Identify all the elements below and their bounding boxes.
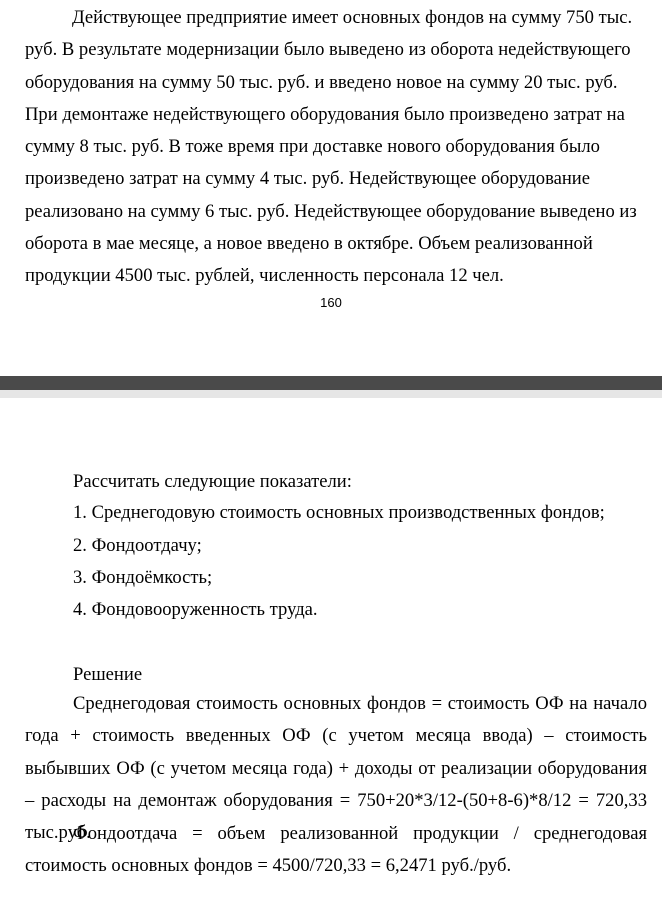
page-separator [0, 376, 662, 390]
task-item-3: 3. Фондоёмкость; [73, 567, 213, 588]
task-intro: Рассчитать следующие показатели: [73, 471, 352, 492]
page-number: 160 [320, 295, 342, 310]
solution-paragraph-1: Среднегодовая стоимость основных фондов = стоимость ОФ на начало года + стоимость введенных ОФ (с учетом месяца ввода) – стоимость выбывших ОФ (с учетом месяца года) + доходы от реализации оборудования – расходы на демонтаж оборудования = 750+20*3/12-(50+8-6)*8/12 = 720,33 тыс.руб. [25, 693, 647, 844]
page-separator-shadow [0, 390, 662, 398]
solution-heading: Решение [73, 664, 143, 685]
document-page-top [0, 0, 662, 376]
problem-paragraph: Действующее предприятие имеет основных фондов на сумму 750 тыс. руб. В результате модернизации было выведено из оборота недействующего оборудования на сумму 50 тыс. руб. и введено новое на сумму 20 тыс. руб. При демонтаже недействующего оборудования было произведено затрат на сумму 8 тыс. руб. В тоже время при доставке нового оборудования было произведено затрат на сумму 4 тыс. руб. Недействующее оборудование реализовано на сумму 6 тыс. руб. Недействующее оборудование выведено из оборота в мае месяце, а новое введено в октябре. Объем реализованной продукции 4500 тыс. рублей, численность персонала 12 чел. [25, 7, 637, 287]
task-item-1: 1. Среднегодовую стоимость основных производственных фондов; [73, 502, 605, 523]
task-item-4: 4. Фондовооруженность труда. [73, 599, 318, 620]
task-item-2: 2. Фондоотдачу; [73, 535, 202, 556]
solution-paragraph-2: Фондоотдача = объем реализованной продукции / среднегодовая стоимость основных фондов = 4500/720,33 = 6,2471 руб./руб. [25, 823, 647, 877]
document-page-bottom [0, 398, 662, 902]
